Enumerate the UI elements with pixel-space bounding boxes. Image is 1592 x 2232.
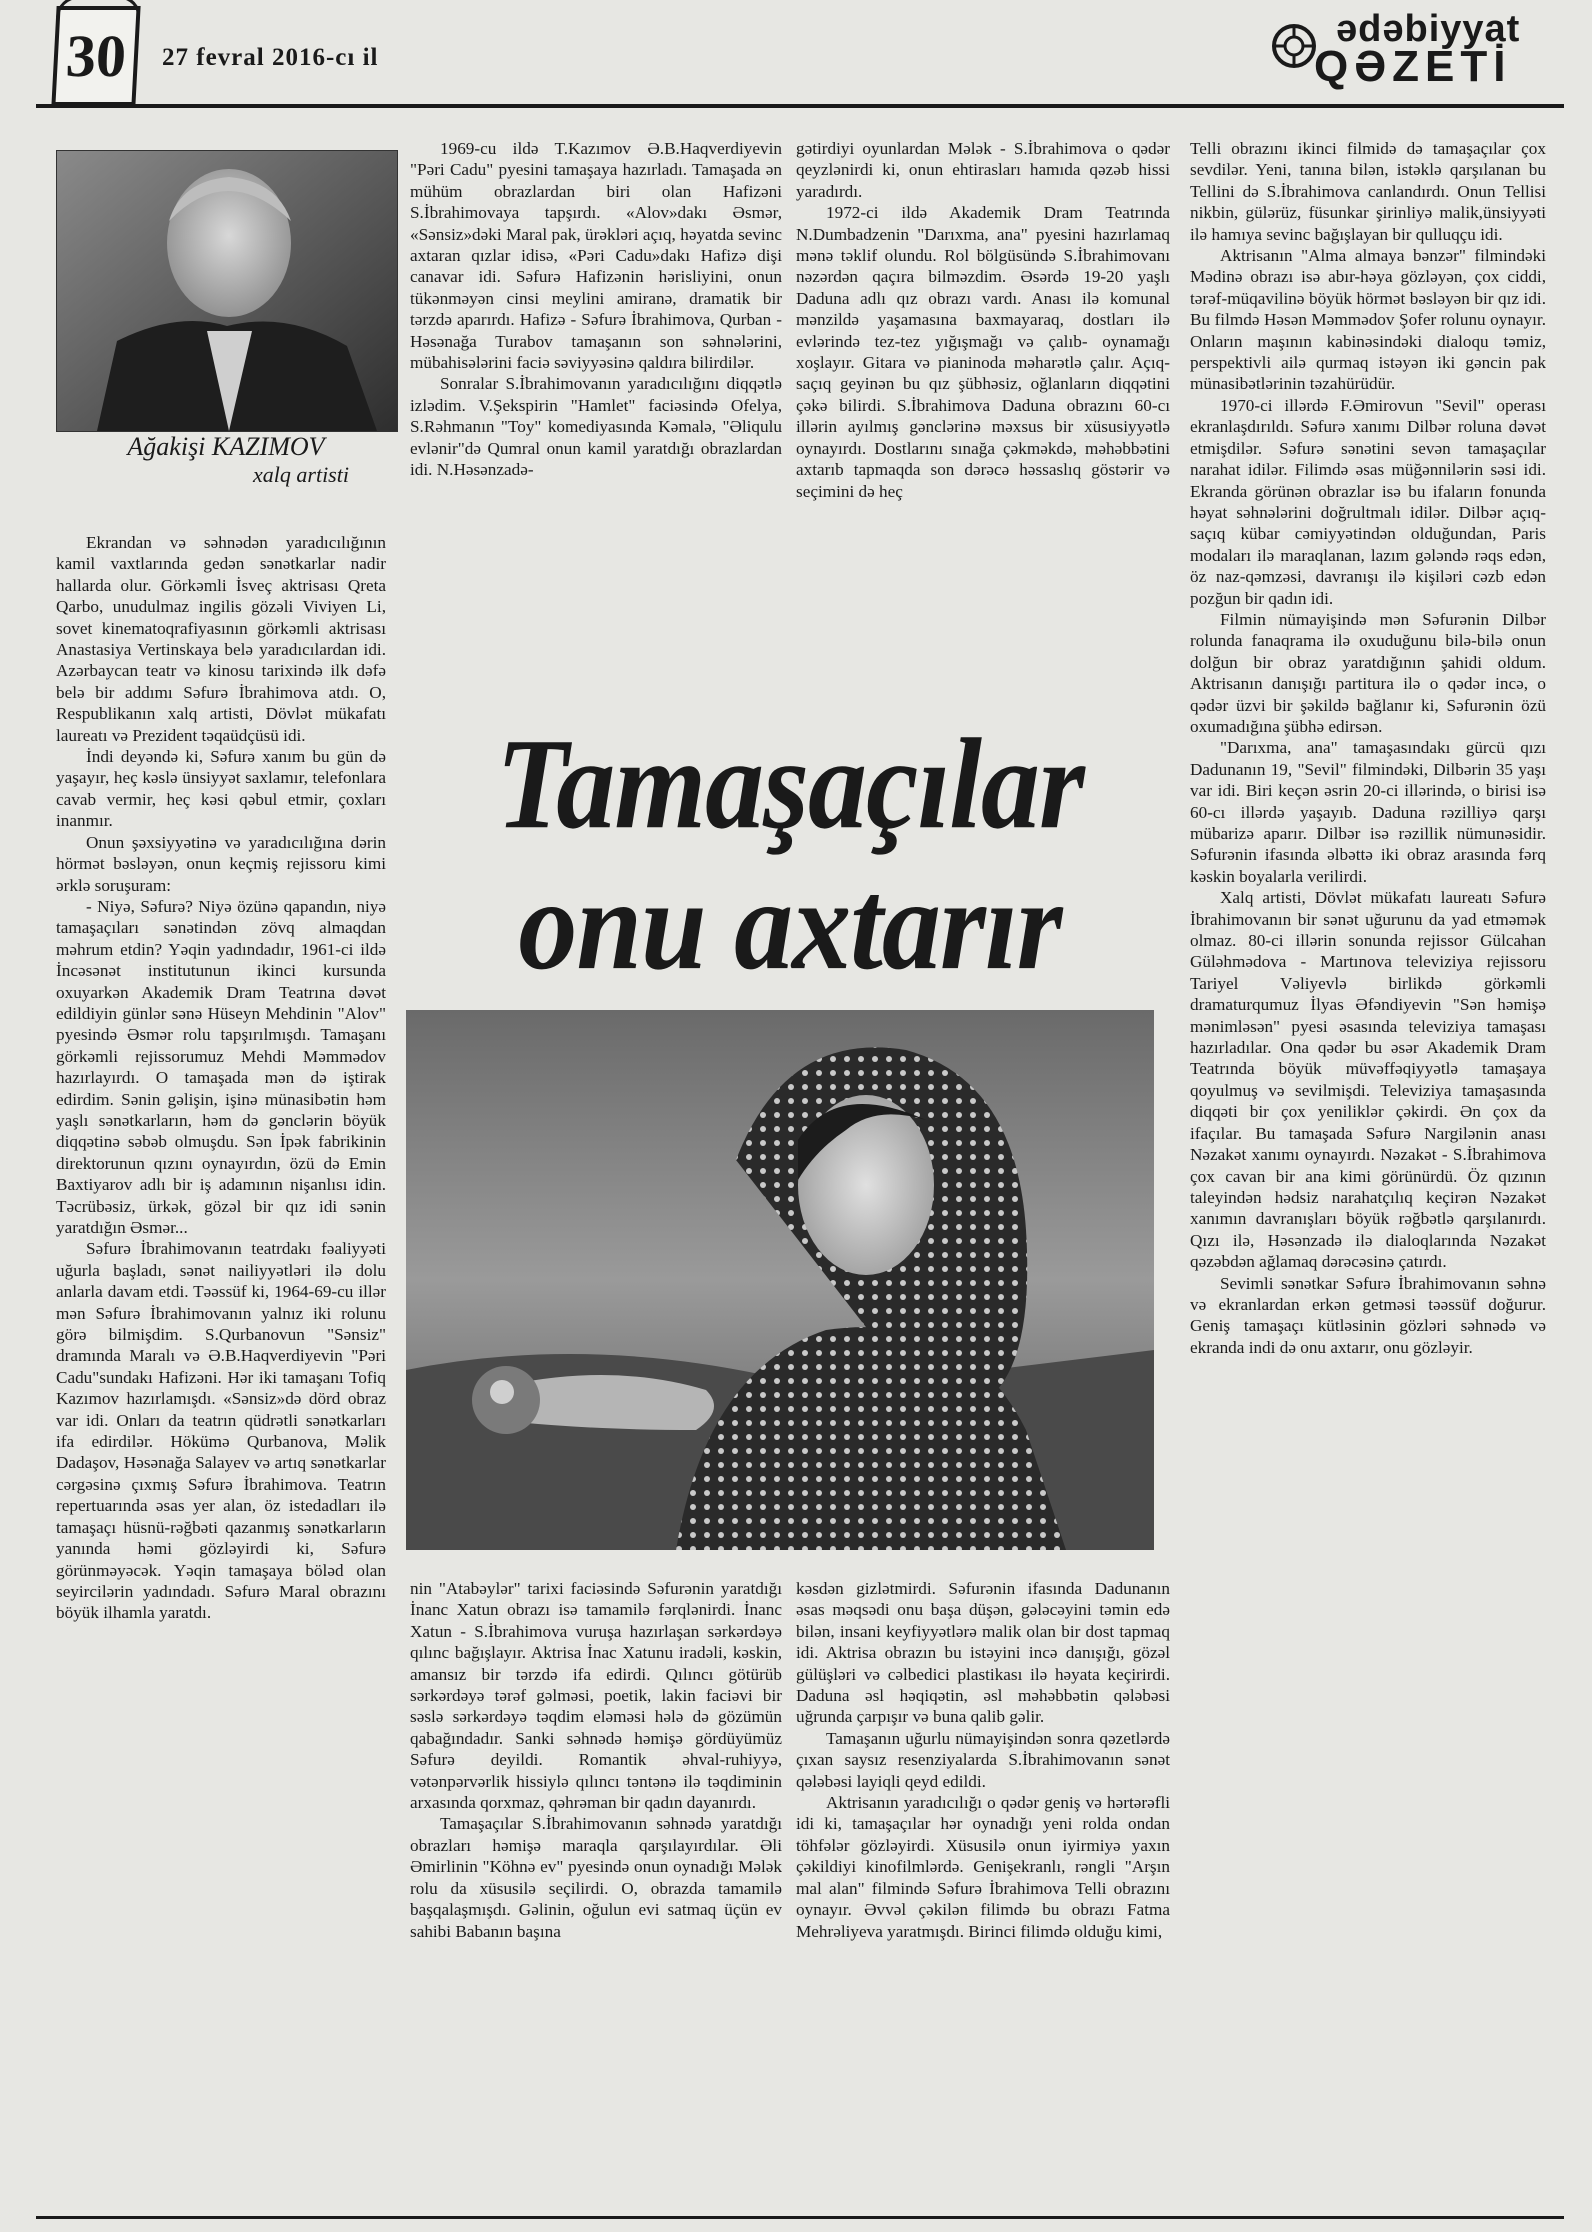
- article-column-3-bottom: [796, 1578, 1170, 1942]
- paragraph: Telli obrazını ikinci filmidə də tamaşaçılar çox sevdilər. Yeni, tanına bilən, istəklə qarşılanan bu Tellini də S.İbrahimova canlandırdı. Onun Tellisi nikbin, gülərüz, füsunkar şirinliyə malik,ünsiyyəti ilə hamıya sevinc bağışlayan bir qulluqçu idi.: [1190, 139, 1546, 244]
- masthead-line-2: QƏZETİ: [1314, 42, 1512, 91]
- article-headline: [410, 711, 1170, 997]
- actress-photo: [406, 1010, 1154, 1550]
- paragraph: Ekrandan və səhnədən yaradıcılığının kamil vaxtlarında gedən sənətkarlar nadir hallarda olur. Görkəmli İsveç aktrisası Qreta Qarbo, unudulmaz ingilis gözəli Viviyen Li, sovet kinematoqrafiyasının görkəmli aktrisası Anastasiya Vertinskaya belə yaradıcılardan idi. Azərbaycan teatr və kinosu tarixində ilk dəfə belə bir addımı Səfurə İbrahimova atdı. O, Respublikanın xalq artisti, Dövlət mükafatı laureatı və Prezident təqaüdçüsü idi.: [56, 533, 386, 745]
- header-rule: [36, 104, 1564, 108]
- headline-line-1: Tamaşaçılar: [496, 711, 1084, 856]
- masthead-emblem-icon: [1270, 22, 1318, 70]
- footer-rule: [36, 2216, 1564, 2219]
- paragraph: Filmin nümayişində mən Səfurənin Dilbər rolunda fanaqrama ilə oxuduğunu bilə-bilə onun dolğun bir obraz yaratdığının şahidi oldum. Aktrisanın danışığı partitura ilə o qədər incə, o qədər üzvi bir şəkildə bağlanır ki, Səfurənin özü oxumadığına şübhə edirsən.: [1190, 609, 1546, 736]
- paragraph: Sonralar S.İbrahimovanın yaradıcılığını diqqətlə izlədim. V.Şekspirin "Hamlet" faciəsində Ofelya, S.Rəhmanın "Toy" komediyasında Kəmalə, "Əliqulu evlənir"də Qumral onun kamil yaratdığı obrazlardan idi. N.Həsənzadə-: [410, 374, 782, 480]
- paragraph: 1970-ci illərdə F.Əmirovun "Sevil" operası ekranlaşdırıldı. Səfurə xanımı Dilbər roluna dəvət etmişdilər. Səfurə sənətini sevən tamaşaçılar narahat idilər. Filimdə əsas müğənnilərin səsi idi. Ekranda görünən obrazlar isə bu ifaların fonunda həyat səhnələrini doğrultmalı idilər. Dilbər açıq-saçıq kübar cəmiyyətindən olduğundan, Paris modaları ilə maraqlanan, lazım gələndə rəqs edən, öz naz-qəmzəsi, davranışı ilə kişiləri cəzb edən pozğun bir qadın idi.: [1190, 395, 1546, 608]
- paragraph: Onun şəxsiyyətinə və yaradıcılığına dərin hörmət bəsləyən, onun keçmiş rejissoru kimi ərklə soruşuram:: [56, 832, 386, 895]
- page-number-badge: [51, 6, 140, 106]
- article-column-4: [1190, 138, 1546, 1358]
- paragraph: İndi deyəndə ki, Səfurə xanım bu gün də yaşayır, heç kəslə ünsiyyət saxlamır, telefonlara cavab vermir, heç kəsi qəbul etmir, çoxları inanmır.: [56, 747, 386, 831]
- paragraph: Tamaşaçılar S.İbrahimovanın səhnədə yaratdığı obrazları həmişə maraqla qarşılayırdılar. Əli Əmirlinin "Köhnə ev" pyesində onun oynadığı Mələk rolu da xüsusilə seçilirdi. O, obrazda tamamilə başqalaşmışdı. Gəlinin, oğulun evi satmaq üçün ev sahibi Babanın başına: [410, 1814, 782, 1941]
- masthead-line-1: ədəbiyyat: [1336, 8, 1521, 50]
- author-caption: [56, 432, 396, 488]
- paragraph: kəsdən gizlətmirdi. Səfurənin ifasında Dadunanın əsas məqsədi onu başa düşən, gələcəyini təmin edə bilən, insani keyfiyyətlərə malik olan bir dost tapmaq idi. Aktrisa obrazın bu istəyini incə danışığı, gözəl gülüşləri və cəlbedici plastikası ilə həyata keçirirdi. Daduna əsl həqiqətin, əsl məhəbbətin qələbəsi uğrunda çarpışır və buna qalib gəlir.: [796, 1579, 1170, 1727]
- author-photo: [56, 150, 398, 432]
- headline-line-2: onu axtarır: [518, 852, 1062, 997]
- paragraph: - Niyə, Səfurə? Niyə özünə qapandın, niyə tamaşaçıları sənətindən zövq almaqdan məhrum etdin? Yəqin yadındadır, 1961-ci ildə İncəsənət institutunun ikinci kursunda oxuyarkən Akademik Dram Teatrına dəvət edildiyin günlər sənə Hüseyn Mehdinin "Alov" pyesində Əsmər rolu tapşırılmışdı. Tamaşanı görkəmli rejissorumuz Mehdi Məmmədov hazırlayırdı. O tamaşada mən də iştirak edirdim. Sənin gəlişin, işinə münasibətin həm yaşlı sənətkarların, həm də gənclərin böyük diqqətinə səbəb olmuşdu. Sən İpək fabrikinin direktorunun qızını oynayırdın, özü də Emin Baxtiyarov adlı bir iş adamının nişanlısı idin. Təcrübəsiz, ürkək, gözəl bir qız idi sənin yaratdığın Əsmər...: [56, 896, 386, 1237]
- paragraph: Sevimli sənətkar Səfurə İbrahimovanın səhnə və ekranlardan erkən getməsi təəssüf doğurur. Geniş tamaşaçı kütləsinin gözləri səhnədə və ekranda indi də onu axtarır, onu gözləyir.: [1190, 1273, 1546, 1357]
- page-number: 30: [64, 23, 128, 89]
- article-column-2-top: [410, 138, 782, 481]
- paragraph: Səfurə İbrahimovanın teatrdakı fəaliyyəti uğurla başladı, sənət nailiyyətləri ilə dolu anlarla davam etdi. Təəssüf ki, 1964-69-cu illər mən Səfurə İbrahimovanın yalnız iki rolunu görə bilmişdim. S.Qurbanovun "Sənsiz" dramında Maralı və Ə.B.Haqverdiyevin "Pəri Cadu"sundakı Hafizəni. Hər iki tamaşanı Tofiq Kazımov hazırlamışdı. «Sənsiz»də dörd obraz var idi. Onları da teatrın qüdrətli sənətkarları ifa edirdilər. Hökümə Qurbanova, Məlik Dadaşov, Həsənağa Salayev və artıq sənətkarlar cərgəsinə çıxmış Səfurə İbrahimova. Teatrın repertuarında əsas yer alan, öz istedadları ilə tamaşaçı hüsnü-rəğbəti qazanmış sənətkarların yanında həmi gözləyirdi ki, Səfurə görünməyəcək. Yəqin tamaşaya böləd olan seyircilərin yadındadı. Səfurə Maral obrazını böyük ilhamla yaratdı.: [56, 1239, 386, 1623]
- paragraph: Aktrisanın "Alma almaya bənzər" filmindəki Mədinə obrazı isə abır-həya gözləyən, çox ciddi, tərəf-müqavilinə böyük hörmət bəsləyən bir qız idi. Bu filmdə Həsən Məmmədov Şofer rolunu oynayır. Onların maşının kabinəsindəki dialoqu təmiz, perspektivli ailə qurmaq istəyən iki gəncin pak münasibətlərinin təzahürüdür.: [1190, 246, 1546, 394]
- article-column-3-top: [796, 138, 1170, 502]
- paragraph: Aktrisanın yaradıcılığı o qədər geniş və hərtərəfli idi ki, tamaşaçılar hər oynadığı yeni rolda ondan töhfələr gözləyirdi. Xüsusilə onun iyirmiyə yaxın çəkildiyi kinofilmlərdə. Genişekranlı, rəngli "Arşın mal alan" filmində Səfurə İbrahimova Telli obrazını oynayır. Əvvəl çəkilən filimdə bu obrazı Fatma Mehrəliyeva yaratmışdı. Birinci filimdə olduğu kimi,: [796, 1793, 1170, 1941]
- paragraph: 1972-ci ildə Akademik Dram Teatrında N.Dumbadzenin "Darıxma, ana" pyesini hazırlamaq mənə təklif olundu. Rol bölgüsündə S.İbrahimovanı nəzərdən qaçıra bilməzdim. Əsərdə 19-20 yaşlı Daduna adlı qız obrazı vardı. Anası ilə komunal mənzildə yaşamasına baxmayaraq, dostları ilə evlərində tez-tez yığışmağı və çalıb- oynamağı xoşlayır. Gitara və pianinoda məharətlə çalır. Açıq-saçıq geyinən bu qız şübhəsiz, oğlanların diqqətini çəkə bilirdi. S.İbrahimova Daduna obrazını 60-cı illərin ayılmış gənclərinə məxsus bir xüsusiyyətlə oynayırdı. Dostlarını sınağa çəkməkdə, məhəbbətini axtarıb tapmaqda son dərəcə həssaslıq göstərir və seçimini də heç: [796, 203, 1170, 501]
- paragraph: "Darıxma, ana" tamaşasındakı gürcü qızı Dadunanın 19, "Sevil" filmindəki, Dilbərin 35 yaşı var idi. Biri keçən əsrin 20-ci illərində, o birisi isə 60-cı illərdə yaşayıb. Daduna rəzilliyə qarşı mübarizə aparır. Dilbər isə rəzillik nümunəsidir. Səfurənin ifasında əlbəttə iki obraz arasında fərq kəskin boyalarla verilirdi.: [1190, 738, 1546, 886]
- paragraph: 1969-cu ildə T.Kazımov Ə.B.Haqverdiyevin "Pəri Cadu" pyesini tamaşaya hazırladı. Tamaşada ən mühüm obrazlardan biri olan Hafizəni S.İbrahimovaya tapşırdı. «Alov»dakı Əsmər, «Sənsiz»dəki Maral pak, ürəkləri açıq, həyatda sevinc axtaran qızlar idisə, «Pəri Cadu»dakı Hafizə dişi canavar idi. Səfurə Hafizənin hərisliyini, onun tükənməyən cinsi meylini amiranə, dramatik bir tərzdə aparırdı. Hafizə - Səfurə İbrahimova, Qurban - Həsənağa Turabov tamaşanın son səhnələrini, mübahisələrini faciə səviyyəsinə qaldıra bilirdilər.: [410, 139, 782, 373]
- issue-date: 27 fevral 2016-cı il: [162, 44, 379, 71]
- author-role: xalq artisti: [253, 462, 349, 487]
- paragraph: gətirdiyi oyunlardan Mələk - S.İbrahimova o qədər qeyzlənirdi ki, onun ehtirasları hamıda qəzəb hissi yaradırdı.: [796, 139, 1170, 201]
- paragraph: Tamaşanın uğurlu nümayişindən sonra qəzetlərdə çıxan saysız resenziyalarda S.İbrahimovanın sənət qələbəsi layiqli qeyd edildi.: [796, 1728, 1170, 1791]
- masthead: [1270, 8, 1570, 92]
- author-name: Ağakişi KAZIMOV: [127, 432, 325, 461]
- article-column-1: [56, 532, 386, 1624]
- article-column-2-bottom: [410, 1578, 782, 1942]
- paragraph: nin "Atabəylər" tarixi faciəsində Səfurənin yaratdığı İnanc Xatun obrazı isə tamamilə fərqlənirdi. İnanc Xatun - S.İbrahimova vuruşa hazırlaşan sərkərdəyə qılınc bağışlayır. Aktrisa İnac Xatunu iradəli, kəskin, amansız bir tərzdə ifa edirdi. Qılıncı götürüb sərkərdəyə tərəf gəlməsi, poetik, lakin faciəvi bir səslə sərkərdəyə təqdim eləməsi hələ də gözümün qabağındadır. Sanki səhnədə həmişə gördüyümüz Səfurə deyildi. Romantik əhval-ruhiyyə, vətənpərvərlik hissiylə qılıncı təntənə ilə təqdiminin arxasında qorxmaz, qəhrəman bir qadın dayanırdı.: [410, 1579, 782, 1813]
- paragraph: Xalq artisti, Dövlət mükafatı laureatı Səfurə İbrahimovanın bir sənət uğurunu da yad etməmək olmaz. 80-ci illərin sonunda rejissor Gülcahan Güləhmədova - Martınova televiziya rejissoru Tariyel Vəliyevlə birlikdə görkəmli dramaturqumuz İlyas Əfəndiyevin "Sən həmişə mənimləsən" pyesi əsasında televiziya tamaşası hazırladılar. Ona qədər bu əsər Akademik Dram Teatrında böyük müvəffəqiyyətlə tamaşaya qoyulmuş və sevilmişdi. Televiziya tamaşasında diqqəti bir çox yeniliklər çəkirdi. Ən çox da ifaçılar. Bu tamaşada Səfurə Nargilənin anası Nəzakət xanımı oynayırdı. Nəzakət - S.İbrahimova çox cavan bir ana kimi görünürdü. Öz qızının taleyindən hədsiz narahatçılıq keçirən Nəzakət xanımın davranışları böyük rəğbətlə qarşılanırdı. Qızı ilə, Həsənzadə ilə dialoqlarında Nəzakət qəzəbdən ağlamaq dərəcəsinə çatırdı.: [1190, 888, 1546, 1272]
